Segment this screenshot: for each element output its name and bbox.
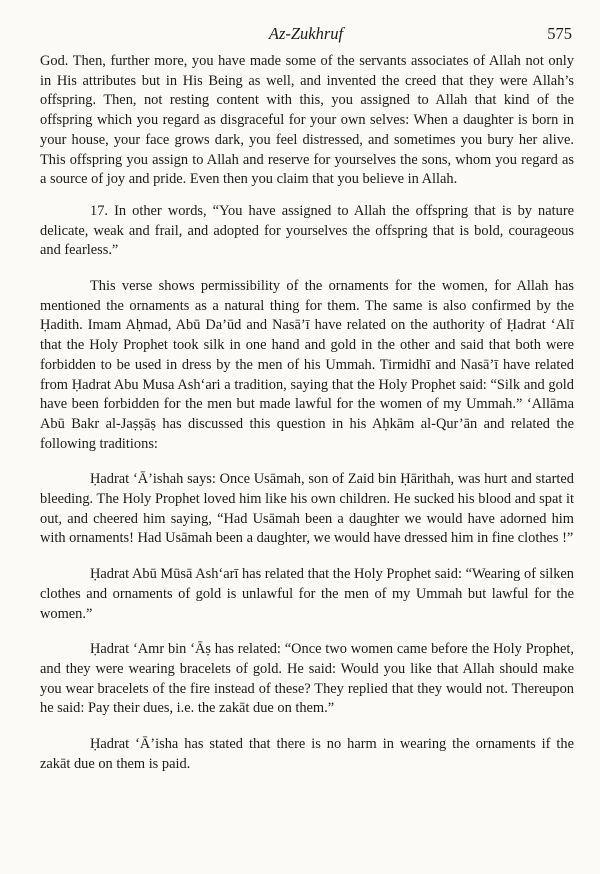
paragraph-continuation: God. Then, further more, you have made some of the servants associates of Allah not only in His attributes but in His Being as well, and invented the creed that they were Allah’s offspring. Then, not resting content with this, you assigned to Allah that kind of the offspring which you regard as disgraceful for your own selves: When a daughter is born in your house, your face grows dark, you feel distressed, and sometimes you bury her alive. This offspring you assign to Allah and reserve for yourselves the sons, whom you regard as a source of joy and pride. Even then you claim that you believe in Allah.	[40, 53, 574, 188]
page-header	[40, 24, 572, 46]
running-title: Az-Zukhruf	[268, 24, 344, 43]
paragraph-abu-musa: Ḥadrat Abū Mūsā Ash‘arī has related that the Holy Prophet said: “Wearing of silken clothes and ornaments of gold is unlawful for the men of my Ummah but lawful for the women.”	[40, 566, 574, 622]
paragraph-amr-bin-as: Ḥadrat ‘Amr bin ‘Āṣ has related: “Once two women came before the Holy Prophet, and they were wearing bracelets of gold. He said: Would you like that Allah should make you wear bracelets of the fire instead of these? They replied that they would not. Thereupon he said: Pay their dues, i.e. the zakāt due on them.”	[40, 641, 574, 717]
page-number: 575	[547, 24, 572, 43]
paragraph-aishah-usamah: Ḥadrat ‘Ā’ishah says: Once Usāmah, son of Zaid bin Ḥārithah, was hurt and started bleeding. The Holy Prophet loved him like his own children. He sucked his blood and spat it out, and cheered him saying, “Had Usāmah been a daughter we would have adorned him with ornaments! Had Usāmah been a daughter, we would have dressed him in fine clothes !”	[40, 471, 574, 547]
body-text	[40, 52, 574, 791]
paragraph-ornaments: This verse shows permissibility of the ornaments for the women, for Allah has mentioned the ornaments as a natural thing for them. The same is also confirmed by the Ḥadith. Imam Aḥmad, Abū Da’ūd and Nasā’ī have related on the authority of Ḥadrat ‘Alī that the Holy Prophet took silk in one hand and gold in the other and said that both were forbidden to be used in dress by the men of his Ummah. Tirmidhī and Nasā’ī have related from Ḥadrat Abu Musa Ash‘ari a tradition, saying that the Holy Prophet said: “Silk and gold have been forbidden for the men but made lawful for the women of my Ummah.” ‘Allāma Abū Bakr al-Jaṣṣāṣ has discussed this question in his Aḥkām al-Qur’ān and related the following traditions:	[40, 278, 574, 452]
paragraph-note-17: 17. In other words, “You have assigned to Allah the offspring that is by nature delicate, weak and frail, and adopted for yourselves the offspring that is bold, courageous and fearless.”	[40, 202, 574, 259]
paragraph-aisha-zakat: Ḥadrat ‘Ā’isha has stated that there is no harm in wearing the ornaments if the zakāt due on them is paid.	[40, 736, 574, 772]
